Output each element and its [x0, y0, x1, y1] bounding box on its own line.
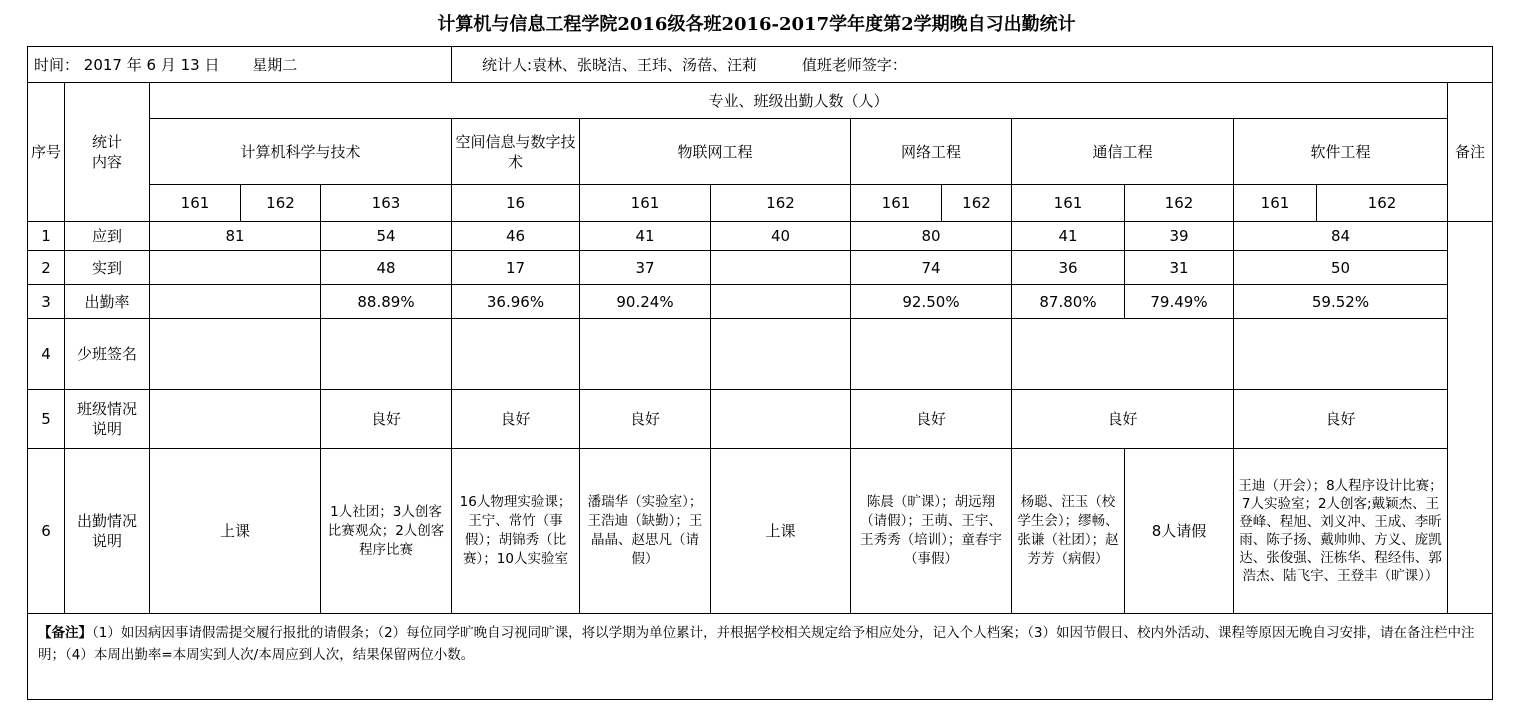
cell-value: 59.52%: [1234, 285, 1448, 319]
stat-cell: [452, 47, 1493, 83]
major-comm: 通信工程: [1012, 119, 1234, 185]
row-seq: 1: [28, 222, 65, 251]
cell-value: 90.24%: [580, 285, 711, 319]
time-label: 时间：: [34, 55, 80, 74]
major-network: 网络工程: [851, 119, 1012, 185]
cell-value: 54: [321, 222, 452, 251]
cell-detail: 杨聪、汪玉（校学生会）；缪畅、张谦（社团）；赵芳芳（病假）: [1012, 449, 1125, 614]
row-seq: 5: [28, 390, 65, 449]
remark-cell: [1448, 222, 1493, 614]
cell-value: 81: [150, 222, 321, 251]
class-com-162: 162: [1125, 185, 1234, 222]
cell-detail: 潘瑞华（实验室）；王浩迪（缺勤）；王晶晶、赵思凡（请假）: [580, 449, 711, 614]
class-soft-162: 162: [1317, 185, 1448, 222]
cell-value: 41: [580, 222, 711, 251]
cell-empty: [321, 319, 452, 390]
cell-empty: [851, 319, 1012, 390]
cell-value: 80: [851, 222, 1012, 251]
cell-value: 88.89%: [321, 285, 452, 319]
cell-value: 8人请假: [1125, 449, 1234, 614]
row-label: 应到: [65, 222, 150, 251]
cell-value: 上课: [150, 449, 321, 614]
class-iot-161: 161: [580, 185, 711, 222]
cell-value: 良好: [1234, 390, 1448, 449]
cell-empty: [711, 390, 851, 449]
cell-value: 31: [1125, 251, 1234, 285]
cell-value: 36: [1012, 251, 1125, 285]
cell-empty: [1234, 319, 1448, 390]
class-sp-16: 16: [452, 185, 580, 222]
cell-value: 上课: [711, 449, 851, 614]
major-cs: 计算机科学与技术: [150, 119, 452, 185]
row-label: 少班签名: [65, 319, 150, 390]
cell-empty: [711, 251, 851, 285]
cell-value: 39: [1125, 222, 1234, 251]
cell-value: 40: [711, 222, 851, 251]
note-cell: [28, 614, 1493, 700]
cell-value: 良好: [452, 390, 580, 449]
time-value: 2017 年 6 月 13 日: [83, 55, 220, 74]
cell-empty: [452, 319, 580, 390]
cell-empty: [150, 319, 321, 390]
cell-empty: [711, 285, 851, 319]
cell-value: 良好: [851, 390, 1012, 449]
major-spatial: 空间信息与数字技术: [452, 119, 580, 185]
row-seq: 2: [28, 251, 65, 285]
class-cs-161: 161: [150, 185, 241, 222]
cell-detail: 16人物理实验课；王宁、常竹（事假）；胡锦秀（比赛）；10人实验室: [452, 449, 580, 614]
stat-people: 统计人:袁林、张晓洁、王玮、汤蓓、汪莉: [482, 55, 758, 74]
cell-value: 良好: [580, 390, 711, 449]
row-seq: 6: [28, 449, 65, 614]
cell-empty: [150, 285, 321, 319]
class-iot-162: 162: [711, 185, 851, 222]
seq-header: 序号: [28, 83, 65, 222]
cell-value: 17: [452, 251, 580, 285]
row-label: 出勤情况说明: [65, 449, 150, 614]
major-iot: 物联网工程: [580, 119, 851, 185]
content-header: 统计内容: [65, 83, 150, 222]
cell-value: 79.49%: [1125, 285, 1234, 319]
row-label: 班级情况说明: [65, 390, 150, 449]
cell-empty: [150, 251, 321, 285]
remark-header: 备注: [1448, 83, 1493, 222]
cell-value: 84: [1234, 222, 1448, 251]
cell-detail: 陈晨（旷课）；胡远翔（请假）；王萌、王宇、王秀秀（培训）；童春宇（事假）: [851, 449, 1012, 614]
page-title: 计算机与信息工程学院2016级各班2016-2017学年度第2学期晚自习出勤统计: [437, 14, 1076, 35]
cell-empty: [1012, 319, 1234, 390]
cell-value: 48: [321, 251, 452, 285]
note-text: （1）如因病因事请假需提交履行报批的请假条；（2）每位同学旷晚自习视同旷课，将以学期为单位累计，并根据学校相关规定给予相应处分，记入个人档案；（3）如因节假日、校内外活动、课程等原因无晚自习安排，请在备注栏中注明；（4）本周出勤率=本周实到人次/本周应到人次，结果保留两位小数。: [38, 625, 1475, 663]
row-seq: 4: [28, 319, 65, 390]
cell-empty: [150, 390, 321, 449]
row-label: 实到: [65, 251, 150, 285]
cell-value: 37: [580, 251, 711, 285]
teacher-sign: 值班老师签字：: [801, 55, 907, 74]
cell-empty: [580, 319, 711, 390]
cell-value: 50: [1234, 251, 1448, 285]
cell-value: 36.96%: [452, 285, 580, 319]
row-seq: 3: [28, 285, 65, 319]
group-header: 专业、班级出勤人数（人）: [150, 83, 1448, 119]
attendance-table: [27, 46, 1493, 700]
cell-value: 良好: [1012, 390, 1234, 449]
cell-value: 46: [452, 222, 580, 251]
cell-value: 74: [851, 251, 1012, 285]
class-soft-161: 161: [1234, 185, 1317, 222]
cell-detail: 1人社团；3人创客比赛观众；2人创客程序比赛: [321, 449, 452, 614]
time-cell: [28, 47, 452, 83]
major-software: 软件工程: [1234, 119, 1448, 185]
class-cs-163: 163: [321, 185, 452, 222]
note-label: 【备注】: [38, 625, 92, 641]
class-net-162: 162: [942, 185, 1012, 222]
cell-value: 良好: [321, 390, 452, 449]
cell-detail: 王迪（开会）；8人程序设计比赛；7人实验室；2人创客;戴颖杰、王登峰、程旭、刘义冲、王成、李昕雨、陈子扬、戴帅帅、方义、庞凯达、张俊强、汪栋华、程经伟、郭浩杰、陆飞宇、王登丰（旷课））: [1234, 449, 1448, 614]
cell-value: 41: [1012, 222, 1125, 251]
weekday: 星期二: [252, 55, 298, 74]
cell-value: 87.80%: [1012, 285, 1125, 319]
cell-value: 92.50%: [851, 285, 1012, 319]
class-net-161: 161: [851, 185, 942, 222]
class-com-161: 161: [1012, 185, 1125, 222]
cell-empty: [711, 319, 851, 390]
class-cs-162: 162: [241, 185, 321, 222]
row-label: 出勤率: [65, 285, 150, 319]
